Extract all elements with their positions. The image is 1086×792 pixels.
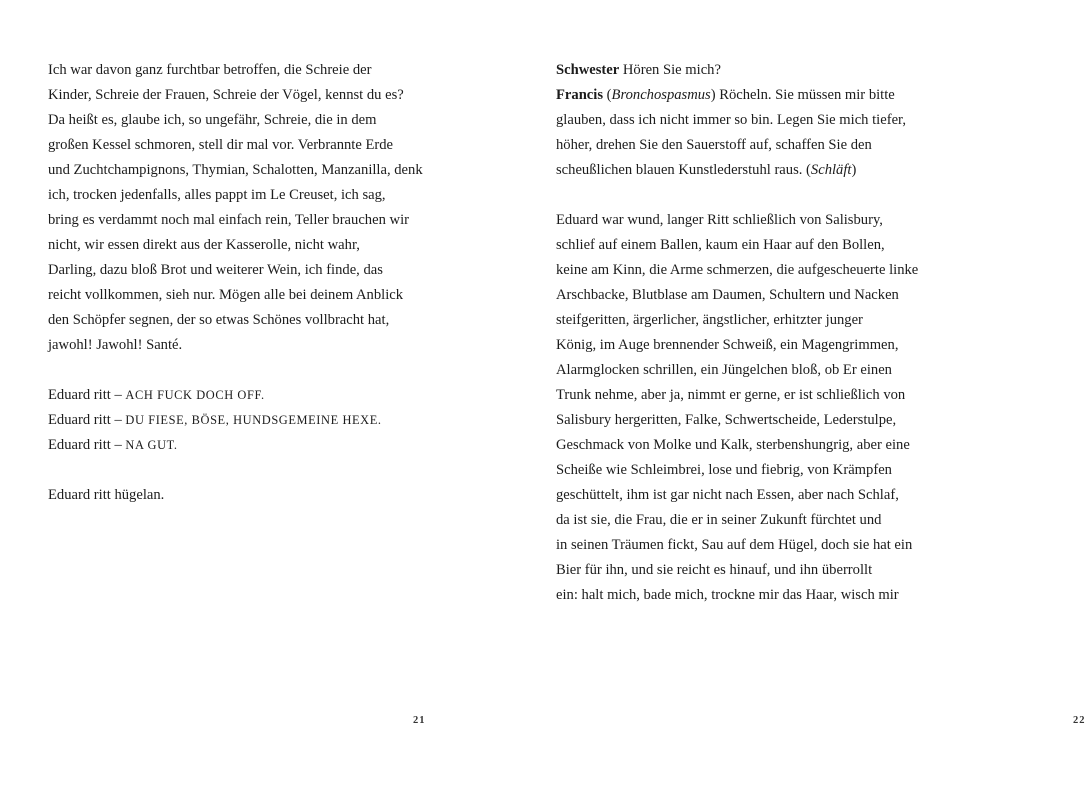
page-number: 21 bbox=[413, 715, 426, 726]
text-line: Arschbacke, Blutblase am Daumen, Schultern und Nacken bbox=[556, 287, 899, 303]
ritt-prefix: Eduard ritt – bbox=[48, 437, 126, 453]
dialogue-line bbox=[556, 83, 918, 108]
closing-line: Eduard ritt hügelan. bbox=[48, 487, 165, 503]
stage-direction: Bronchospasmus bbox=[611, 87, 711, 103]
page-number: 22 bbox=[1073, 715, 1086, 726]
text-line: Darling, dazu bloß Brot und weiterer Wein, ich finde, das bbox=[48, 262, 383, 278]
paragraph-gap bbox=[48, 358, 423, 383]
text-line: in seinen Träumen fickt, Sau auf dem Hügel, doch sie hat ein bbox=[556, 537, 913, 553]
dialogue-line bbox=[556, 58, 918, 83]
text-line: steifgeritten, ärgerlicher, ängstlicher, erhitzter junger bbox=[556, 312, 863, 328]
stage-direction: Schläft bbox=[810, 162, 852, 178]
text-line: Salisbury hergeritten, Falke, Schwertscheide, Lederstulpe, bbox=[556, 412, 897, 428]
text-line: König, im Auge brennender Schweiß, ein Magengrimmen, bbox=[556, 337, 899, 353]
ritt-shout: ACH FUCK DOCH OFF. bbox=[125, 388, 265, 402]
text-line: nicht, wir essen direkt aus der Kasserolle, nicht wahr, bbox=[48, 237, 360, 253]
dialogue-line: glauben, dass ich nicht immer so bin. Legen Sie mich tiefer, bbox=[556, 112, 906, 128]
speaker-name: Schwester bbox=[556, 62, 620, 78]
text-line: keine am Kinn, die Arme schmerzen, die aufgescheuerte linke bbox=[556, 262, 919, 278]
text-line: Eduard war wund, langer Ritt schließlich von Salisbury, bbox=[556, 212, 883, 228]
paren-open: ( bbox=[603, 87, 612, 103]
text-line: bring es verdammt noch mal einfach rein, Teller brauchen wir bbox=[48, 212, 409, 228]
dialogue-text: scheußlichen blauen Kunstlederstuhl raus. ( bbox=[556, 162, 811, 178]
text-line: reicht vollkommen, sieh nur. Mögen alle bei deinem Anblick bbox=[48, 287, 404, 303]
ritt-shout: NA GUT. bbox=[125, 438, 178, 452]
ritt-shout: DU FIESE, BÖSE, HUNDSGEMEINE HEXE. bbox=[125, 413, 382, 427]
text-line: jawohl! Jawohl! Santé. bbox=[48, 337, 183, 353]
dialogue-text: Hören Sie mich? bbox=[619, 62, 721, 78]
dialogue-line bbox=[556, 158, 918, 183]
paragraph-gap bbox=[556, 183, 918, 208]
left-text-block bbox=[48, 58, 423, 508]
text-line: Scheiße wie Schleimbrei, lose und fiebrig, von Krämpfen bbox=[556, 462, 892, 478]
right-text-block bbox=[556, 58, 918, 608]
text-line: da ist sie, die Frau, die er in seiner Zukunft fürchtet und bbox=[556, 512, 882, 528]
ritt-prefix: Eduard ritt – bbox=[48, 412, 126, 428]
text-line: ein: halt mich, bade mich, trockne mir das Haar, wisch mir bbox=[556, 587, 899, 603]
ritt-line bbox=[48, 408, 423, 433]
text-line: ich, trocken jedenfalls, alles pappt im Le Creuset, ich sag, bbox=[48, 187, 386, 203]
left-page bbox=[0, 0, 500, 792]
text-line: schlief auf einem Ballen, kaum ein Haar auf den Bollen, bbox=[556, 237, 885, 253]
text-line: Bier für ihn, und sie reicht es hinauf, und ihn überrollt bbox=[556, 562, 873, 578]
text-line: und Zuchtchampignons, Thymian, Schalotten, Manzanilla, denk bbox=[48, 162, 423, 178]
text-line: Alarmglocken schrillen, ein Jüngelchen bloß, ob Er einen bbox=[556, 362, 892, 378]
right-page bbox=[500, 0, 1086, 792]
text-line: Da heißt es, glaube ich, so ungefähr, Schreie, die in dem bbox=[48, 112, 377, 128]
ritt-prefix: Eduard ritt – bbox=[48, 387, 126, 403]
text-line: Kinder, Schreie der Frauen, Schreie der Vögel, kennst du es? bbox=[48, 87, 404, 103]
paren-close: ) bbox=[851, 162, 857, 178]
text-line: großen Kessel schmoren, stell dir mal vor. Verbrannte Erde bbox=[48, 137, 394, 153]
dialogue-text: ) Röcheln. Sie müssen mir bitte bbox=[710, 87, 895, 103]
ritt-line bbox=[48, 433, 423, 458]
ritt-line bbox=[48, 383, 423, 408]
dialogue-line: höher, drehen Sie den Sauerstoff auf, schaffen Sie den bbox=[556, 137, 872, 153]
text-line: den Schöpfer segnen, der so etwas Schönes vollbracht hat, bbox=[48, 312, 390, 328]
text-line: geschüttelt, ihm ist gar nicht nach Essen, aber nach Schlaf, bbox=[556, 487, 899, 503]
text-line: Geschmack von Molke und Kalk, sterbenshungrig, aber eine bbox=[556, 437, 910, 453]
text-line: Trunk nehme, aber ja, nimmt er gerne, er ist schließlich von bbox=[556, 387, 906, 403]
paragraph-gap bbox=[48, 458, 423, 483]
speaker-name: Francis bbox=[556, 87, 604, 103]
text-line: Ich war davon ganz furchtbar betroffen, die Schreie der bbox=[48, 62, 372, 78]
